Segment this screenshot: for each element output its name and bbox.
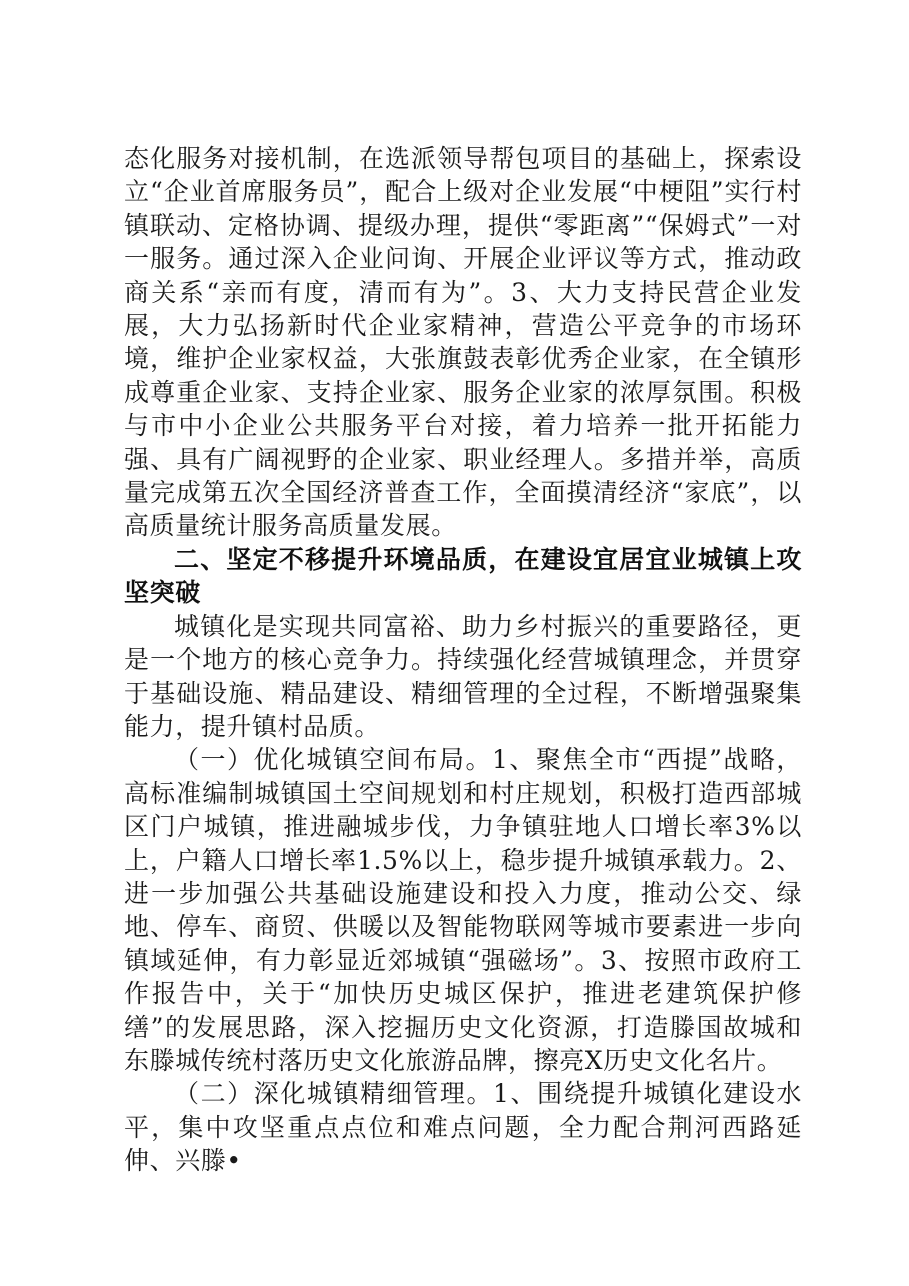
subsection-body-1: 1、聚焦全市“西提”战略，高标准编制城镇国土空间规划和村庄规划，积极打造西部城区门户城镇，推进融城步伐，力争镇驻地人口增长率3%以上，户籍人口增长率1.5%以上，稳步提升城镇承载力。2、进一步加强公共基础设施建设和投入力度，推动公交、绿地、停车、商贸、供暖以及智能物联网等城市要素进一步向镇域延伸，有力彰显近郊城镇“强磁场”。3、按照市政府工作报告中，关于“加快历史城区保护，推进老建筑保护修缮”的发展思路，深入挖掘历史文化资源，打造滕国故城和东滕城传统村落历史文化旅游品牌，擦亮X历史文化名片。 <box>124 745 802 1075</box>
paragraph-continuation: 态化服务对接机制，在选派领导帮包项目的基础上，探索设立“企业首席服务员”，配合上级对企业发展“中梗阻”实行村镇联动、定格协调、提级办理，提供“零距离”“保姆式”一对一服务。通过深入企业问询、开展企业评议等方式，推动政商关系“亲而有度，清而有为”。3、大力支持民营企业发展，大力弘扬新时代企业家精神，营造公平竞争的市场环境，维护企业家权益，大张旗鼓表彰优秀企业家，在全镇形成尊重企业家、支持企业家、服务企业家的浓厚氛围。积极与市中小企业公共服务平台对接，着力培养一批开拓能力强、具有广阔视野的企业家、职业经理人。多措并举，高质量完成第五次全国经济普查工作，全面摸清经济“家底”，以高质量统计服务高质量发展。 <box>124 144 802 541</box>
paragraph-subsection-1 <box>124 743 802 1077</box>
subsection-heading-2: （二）深化城镇精细管理。 <box>174 1079 494 1109</box>
paragraph-intro: 城镇化是实现共同富裕、助力乡村振兴的重要路径，更是一个地方的核心竞争力。持续强化经营城镇理念，并贯穿于基础设施、精品建设、精细管理的全过程，不断增强聚集能力，提升镇村品质。 <box>124 611 802 741</box>
paragraph-subsection-2 <box>124 1077 802 1177</box>
subsection-heading-1: （一）优化城镇空间布局。 <box>174 745 492 775</box>
subsection-body-2: 1、围绕提升城镇化建设水平，集中攻坚重点点位和难点问题，全力配合荆河西路延伸、兴滕• <box>124 1079 803 1176</box>
section-heading: 二、坚定不移提升环境品质，在建设宜居宜业城镇上攻坚突破 <box>124 544 802 608</box>
document-body <box>124 142 802 1178</box>
